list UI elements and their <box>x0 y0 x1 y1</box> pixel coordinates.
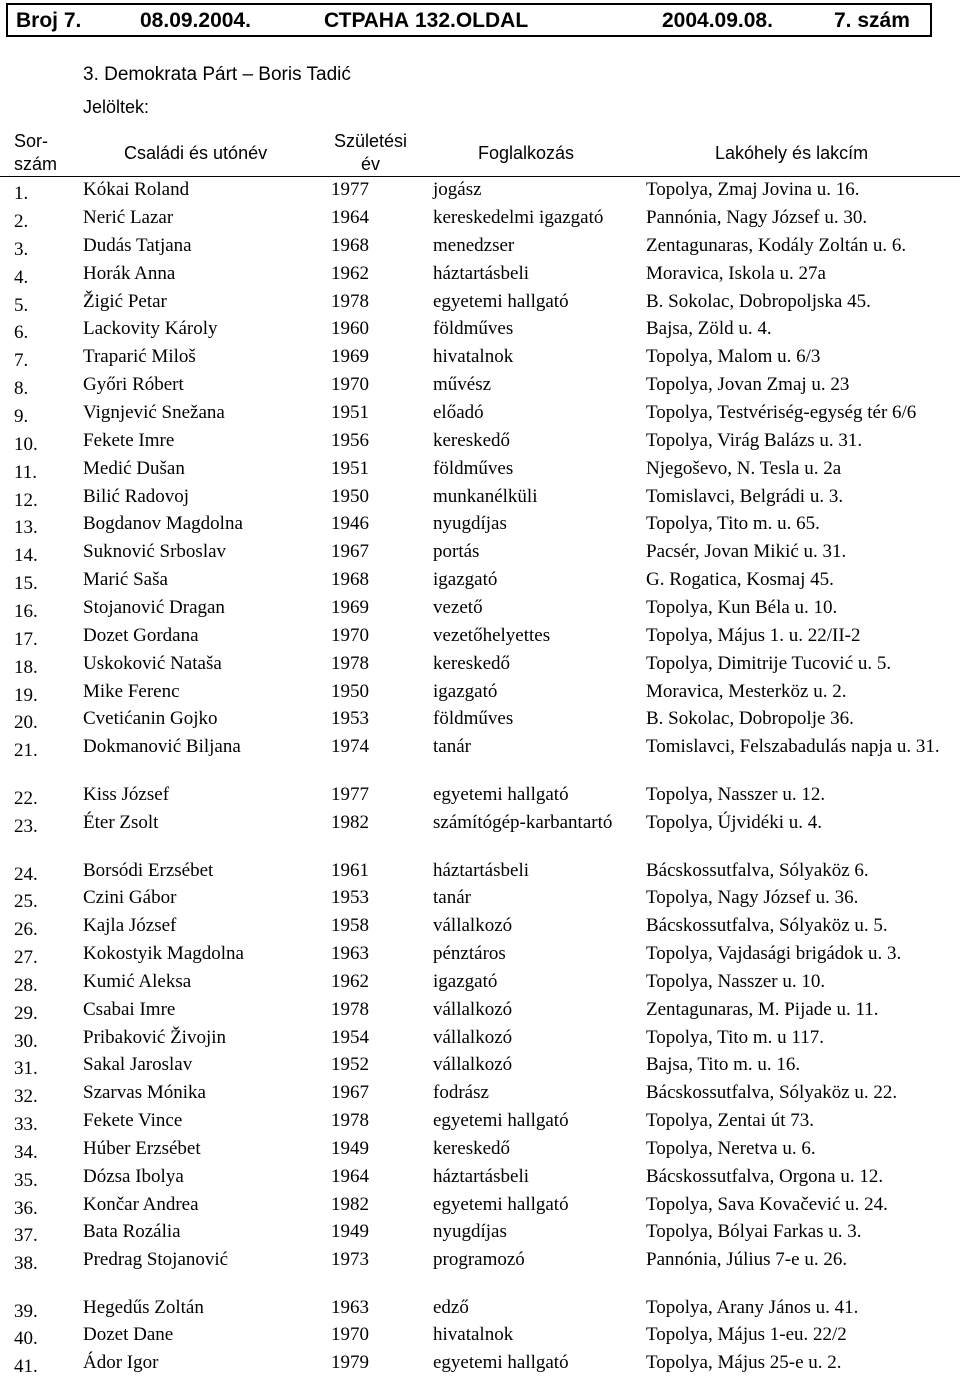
occupation: igazgató <box>433 569 498 590</box>
party-title: 3. Demokrata Párt – Boris Tadić <box>83 64 351 85</box>
address: Bajsa, Tito m. u. 16. <box>646 1054 801 1075</box>
issue-number: Broj 7. <box>16 9 82 32</box>
birth-year: 1962 <box>331 263 369 284</box>
candidate-name: Marić Saša <box>83 569 168 590</box>
row-number: 13. <box>14 517 38 538</box>
occupation: számítógép-karbantartó <box>433 812 613 833</box>
occupation: vállalkozó <box>433 915 513 936</box>
page-header <box>6 3 932 37</box>
birth-year: 1950 <box>331 486 369 507</box>
candidate-name: Kajla József <box>83 915 177 936</box>
candidate-name: Kumić Aleksa <box>83 971 192 992</box>
occupation: hivatalnok <box>433 1324 514 1345</box>
birth-year: 1962 <box>331 971 369 992</box>
row-number: 29. <box>14 1003 38 1024</box>
candidate-name: Mike Ferenc <box>83 681 180 702</box>
candidate-name: Dozet Gordana <box>83 625 199 646</box>
col-year-line2: év <box>361 154 381 174</box>
candidate-name: Bata Rozália <box>83 1221 181 1242</box>
occupation: portás <box>433 541 480 562</box>
birth-year: 1977 <box>331 784 369 805</box>
occupation: munkanélküli <box>433 486 538 507</box>
row-number: 8. <box>14 378 29 399</box>
birth-year: 1978 <box>331 653 369 674</box>
occupation: fodrász <box>433 1082 489 1103</box>
row-number: 28. <box>14 975 38 996</box>
birth-year: 1953 <box>331 708 369 729</box>
header-divider <box>0 176 960 177</box>
birth-year: 1963 <box>331 1297 369 1318</box>
address: Topolya, Sava Kovačević u. 24. <box>646 1194 888 1215</box>
address: Bajsa, Zöld u. 4. <box>646 318 772 339</box>
candidate-name: Končar Andrea <box>83 1194 199 1215</box>
row-number: 10. <box>14 434 38 455</box>
candidate-name: Dózsa Ibolya <box>83 1166 184 1187</box>
occupation: nyugdíjas <box>433 1221 507 1242</box>
occupation: vállalkozó <box>433 999 513 1020</box>
occupation: kereskedő <box>433 1138 511 1159</box>
candidate-name: Predrag Stojanović <box>83 1249 229 1270</box>
row-number: 31. <box>14 1058 38 1079</box>
col-job: Foglalkozás <box>478 143 575 163</box>
birth-year: 1968 <box>331 235 369 256</box>
candidate-name: Medić Dušan <box>83 458 185 479</box>
candidate-name: Szarvas Mónika <box>83 1082 206 1103</box>
address: Topolya, Újvidéki u. 4. <box>646 812 822 833</box>
occupation: egyetemi hallgató <box>433 1194 569 1215</box>
birth-year: 1969 <box>331 346 369 367</box>
birth-year: 1949 <box>331 1138 369 1159</box>
occupation: tanár <box>433 736 471 757</box>
address: B. Sokolac, Dobropolje 36. <box>646 708 854 729</box>
candidate-name: Bogdanov Magdolna <box>83 513 243 534</box>
row-number: 26. <box>14 919 38 940</box>
birth-year: 1964 <box>331 207 369 228</box>
row-number: 15. <box>14 573 38 594</box>
address: Topolya, Nasszer u. 10. <box>646 971 826 992</box>
address: Moravica, Iskola u. 27a <box>646 263 826 284</box>
birth-year: 1978 <box>331 1110 369 1131</box>
birth-year: 1946 <box>331 513 369 534</box>
row-number: 9. <box>14 406 29 427</box>
row-number: 7. <box>14 350 29 371</box>
col-address: Lakóhely és lakcím <box>715 143 869 163</box>
candidate-name: Ádor Igor <box>83 1352 159 1373</box>
candidate-name: Csabai Imre <box>83 999 176 1020</box>
address: Topolya, Testvériség-egység tér 6/6 <box>646 402 917 423</box>
occupation: háztartásbeli <box>433 263 530 284</box>
occupation: előadó <box>433 402 484 423</box>
birth-year: 1970 <box>331 1324 369 1345</box>
occupation: kereskedő <box>433 430 511 451</box>
occupation: vezetőhelyettes <box>433 625 551 646</box>
address: Topolya, Tito m. u 117. <box>646 1027 824 1048</box>
row-number: 6. <box>14 322 29 343</box>
address: G. Rogatica, Kosmaj 45. <box>646 569 834 590</box>
candidate-name: Bilić Radovoj <box>83 486 190 507</box>
occupation: földműves <box>433 458 514 479</box>
col-num-line1: Sor- <box>14 131 49 151</box>
address: Moravica, Mesterköz u. 2. <box>646 681 847 702</box>
address: Topolya, Nagy József u. 36. <box>646 887 859 908</box>
address: Topolya, Jovan Zmaj u. 23 <box>646 374 850 395</box>
address: Zentagunaras, M. Pijade u. 11. <box>646 999 879 1020</box>
col-num-line2: szám <box>14 154 58 174</box>
row-number: 24. <box>14 864 38 885</box>
occupation: nyugdíjas <box>433 513 507 534</box>
birth-year: 1982 <box>331 1194 369 1215</box>
candidate-name: Kiss József <box>83 784 170 805</box>
birth-year: 1951 <box>331 458 369 479</box>
row-number: 14. <box>14 545 38 566</box>
candidate-name: Czini Gábor <box>83 887 177 908</box>
birth-year: 1978 <box>331 999 369 1020</box>
row-number: 3. <box>14 239 29 260</box>
address: Bácskossutfalva, Sólyaköz u. 22. <box>646 1082 898 1103</box>
candidate-name: Vignjević Snežana <box>83 402 225 423</box>
row-number: 38. <box>14 1253 38 1274</box>
address: Pacsér, Jovan Mikić u. 31. <box>646 541 847 562</box>
birth-year: 1967 <box>331 1082 369 1103</box>
page-number: СТРАНА 132.OLDAL <box>324 9 529 32</box>
address: Bácskossutfalva, Orgona u. 12. <box>646 1166 884 1187</box>
row-number: 16. <box>14 601 38 622</box>
row-number: 34. <box>14 1142 38 1163</box>
candidate-name: Fekete Imre <box>83 430 175 451</box>
occupation: kereskedelmi igazgató <box>433 207 604 228</box>
address: Tomislavci, Felszabadulás napja u. 31. <box>646 736 940 757</box>
address: Njegoševo, N. Tesla u. 2a <box>646 458 842 479</box>
occupation: hivatalnok <box>433 346 514 367</box>
occupation: földműves <box>433 708 514 729</box>
occupation: pénztáros <box>433 943 506 964</box>
birth-year: 1961 <box>331 860 369 881</box>
row-number: 5. <box>14 295 29 316</box>
candidate-name: Hegedűs Zoltán <box>83 1297 204 1318</box>
address: Topolya, Neretva u. 6. <box>646 1138 816 1159</box>
issue-date-sr: 08.09.2004. <box>140 9 251 32</box>
address: Pannónia, Nagy József u. 30. <box>646 207 868 228</box>
birth-year: 1952 <box>331 1054 369 1075</box>
candidate-name: Éter Zsolt <box>83 812 159 833</box>
birth-year: 1970 <box>331 374 369 395</box>
row-number: 22. <box>14 788 38 809</box>
issue-number-hu: 7. szám <box>834 9 910 32</box>
candidate-name: Dokmanović Biljana <box>83 736 241 757</box>
candidate-name: Žigić Petar <box>83 291 167 312</box>
row-number: 20. <box>14 712 38 733</box>
birth-year: 1964 <box>331 1166 369 1187</box>
occupation: tanár <box>433 887 471 908</box>
birth-year: 1950 <box>331 681 369 702</box>
birth-year: 1979 <box>331 1352 369 1373</box>
row-number: 12. <box>14 490 38 511</box>
row-number: 4. <box>14 267 29 288</box>
occupation: igazgató <box>433 971 498 992</box>
birth-year: 1968 <box>331 569 369 590</box>
candidate-name: Cvetićanin Gojko <box>83 708 218 729</box>
occupation: földműves <box>433 318 514 339</box>
occupation: egyetemi hallgató <box>433 1110 569 1131</box>
candidate-name: Kókai Roland <box>83 179 190 200</box>
address: Bácskossutfalva, Sólyaköz 6. <box>646 860 869 881</box>
candidate-name: Traparić Miloš <box>83 346 196 367</box>
occupation: jogász <box>433 179 482 200</box>
birth-year: 1970 <box>331 625 369 646</box>
row-number: 1. <box>14 183 29 204</box>
occupation: igazgató <box>433 681 498 702</box>
birth-year: 1954 <box>331 1027 369 1048</box>
row-number: 30. <box>14 1031 38 1052</box>
row-number: 37. <box>14 1225 38 1246</box>
address: Topolya, Arany János u. 41. <box>646 1297 859 1318</box>
birth-year: 1958 <box>331 915 369 936</box>
row-number: 18. <box>14 657 38 678</box>
row-number: 11. <box>14 462 38 483</box>
col-name: Családi és utónév <box>124 143 268 163</box>
candidate-name: Dudás Tatjana <box>83 235 192 256</box>
row-number: 17. <box>14 629 38 650</box>
candidate-name: Kokostyik Magdolna <box>83 943 244 964</box>
candidate-name: Suknović Srboslav <box>83 541 227 562</box>
birth-year: 1967 <box>331 541 369 562</box>
row-number: 33. <box>14 1114 38 1135</box>
occupation: vállalkozó <box>433 1054 513 1075</box>
birth-year: 1973 <box>331 1249 369 1270</box>
birth-year: 1960 <box>331 318 369 339</box>
birth-year: 1982 <box>331 812 369 833</box>
address: Topolya, Kun Béla u. 10. <box>646 597 838 618</box>
row-number: 36. <box>14 1198 38 1219</box>
candidate-name: Stojanović Dragan <box>83 597 225 618</box>
candidate-name: Sakal Jaroslav <box>83 1054 193 1075</box>
address: Topolya, Zmaj Jovina u. 16. <box>646 179 860 200</box>
row-number: 40. <box>14 1328 38 1349</box>
birth-year: 1956 <box>331 430 369 451</box>
candidate-name: Győri Róbert <box>83 374 184 395</box>
address: Topolya, Május 1. u. 22/II-2 <box>646 625 861 646</box>
occupation: egyetemi hallgató <box>433 291 569 312</box>
address: Topolya, Május 1-eu. 22/2 <box>646 1324 847 1345</box>
address: Topolya, Zentai út 73. <box>646 1110 815 1131</box>
row-number: 35. <box>14 1170 38 1191</box>
candidate-name: Uskoković Nataša <box>83 653 222 674</box>
row-number: 21. <box>14 740 38 761</box>
address: Topolya, Bólyai Farkas u. 3. <box>646 1221 862 1242</box>
candidate-name: Lackovity Károly <box>83 318 218 339</box>
occupation: egyetemi hallgató <box>433 1352 569 1373</box>
occupation: menedzser <box>433 235 515 256</box>
occupation: kereskedő <box>433 653 511 674</box>
birth-year: 1977 <box>331 179 369 200</box>
address: Topolya, Malom u. 6/3 <box>646 346 821 367</box>
occupation: programozó <box>433 1249 525 1270</box>
birth-year: 1963 <box>331 943 369 964</box>
row-number: 19. <box>14 685 38 706</box>
occupation: vállalkozó <box>433 1027 513 1048</box>
candidate-name: Dozet Dane <box>83 1324 174 1345</box>
row-number: 41. <box>14 1356 38 1377</box>
address: Topolya, Nasszer u. 12. <box>646 784 826 805</box>
occupation: vezető <box>433 597 483 618</box>
candidate-name: Borsódi Erzsébet <box>83 860 214 881</box>
occupation: egyetemi hallgató <box>433 784 569 805</box>
address: Topolya, Május 25-e u. 2. <box>646 1352 842 1373</box>
row-number: 32. <box>14 1086 38 1107</box>
birth-year: 1953 <box>331 887 369 908</box>
address: B. Sokolac, Dobropoljska 45. <box>646 291 871 312</box>
candidate-name: Húber Erzsébet <box>83 1138 201 1159</box>
candidate-name: Fekete Vince <box>83 1110 183 1131</box>
row-number: 23. <box>14 816 38 837</box>
birth-year: 1951 <box>331 402 369 423</box>
issue-date-hu: 2004.09.08. <box>662 9 773 32</box>
candidate-name: Pribaković Živojin <box>83 1027 227 1048</box>
occupation: háztartásbeli <box>433 860 530 881</box>
address: Topolya, Dimitrije Tucović u. 5. <box>646 653 892 674</box>
row-number: 27. <box>14 947 38 968</box>
candidate-name: Horák Anna <box>83 263 176 284</box>
address: Tomislavci, Belgrádi u. 3. <box>646 486 844 507</box>
row-number: 2. <box>14 211 29 232</box>
address: Topolya, Tito m. u. 65. <box>646 513 820 534</box>
address: Zentagunaras, Kodály Zoltán u. 6. <box>646 235 907 256</box>
occupation: háztartásbeli <box>433 1166 530 1187</box>
birth-year: 1969 <box>331 597 369 618</box>
col-year-line1: Születési <box>334 131 408 151</box>
occupation: művész <box>433 374 492 395</box>
occupation: edző <box>433 1297 469 1318</box>
row-number: 39. <box>14 1301 38 1322</box>
birth-year: 1974 <box>331 736 369 757</box>
address: Topolya, Vajdasági brigádok u. 3. <box>646 943 902 964</box>
candidates-label: Jelöltek: <box>83 97 150 117</box>
birth-year: 1949 <box>331 1221 369 1242</box>
address: Pannónia, Július 7-e u. 26. <box>646 1249 848 1270</box>
candidate-name: Nerić Lazar <box>83 207 174 228</box>
row-number: 25. <box>14 891 38 912</box>
birth-year: 1978 <box>331 291 369 312</box>
address: Bácskossutfalva, Sólyaköz u. 5. <box>646 915 888 936</box>
address: Topolya, Virág Balázs u. 31. <box>646 430 863 451</box>
